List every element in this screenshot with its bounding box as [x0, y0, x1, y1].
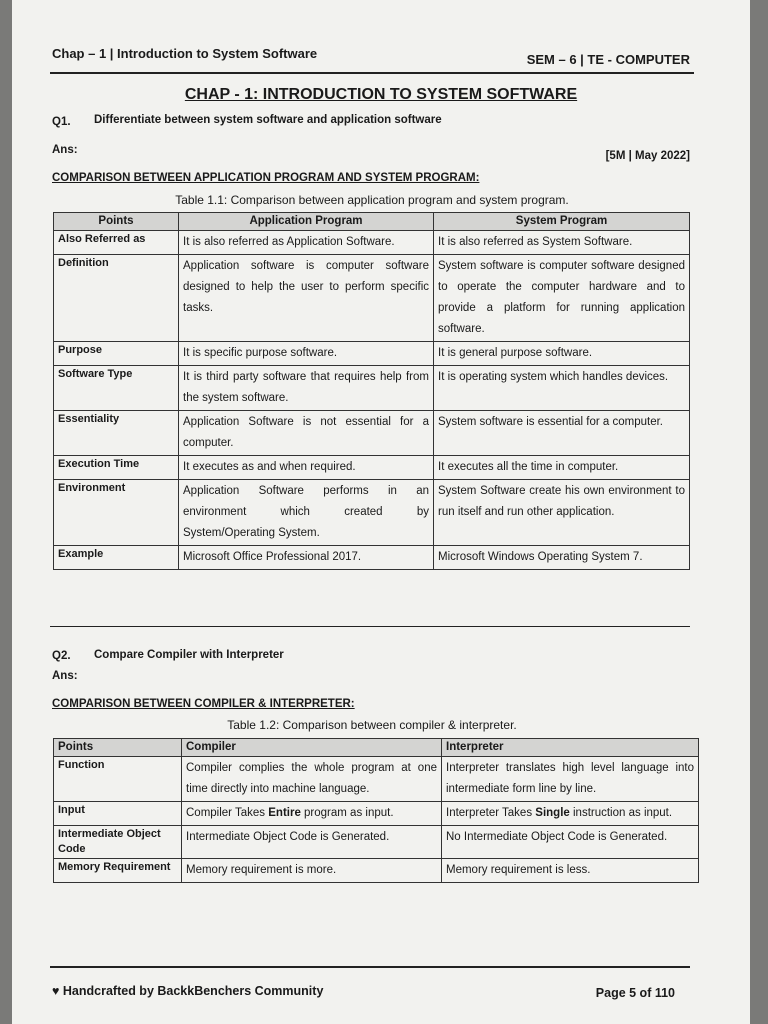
interpreter-input-post: instruction as input.	[569, 807, 673, 819]
row-point: Environment	[54, 480, 179, 546]
row-compiler	[182, 802, 442, 826]
row-system: System software is computer software designed to operate the computer hardware and to provide a platform for running application software.	[434, 255, 690, 342]
header-chapter: Chap – 1 | Introduction to System Software	[52, 46, 318, 61]
row-point: Example	[54, 546, 179, 570]
table-row	[54, 255, 690, 342]
table2-header-row	[54, 739, 699, 757]
row-application: Application Software performs in an environment which created by System/Operating System.	[179, 480, 434, 546]
table-compiler-vs-interpreter	[53, 738, 699, 883]
row-system: It is operating system which handles devices.	[434, 366, 690, 411]
row-point: Execution Time	[54, 456, 179, 480]
row-interpreter: No Intermediate Object Code is Generated.	[442, 826, 699, 859]
header-semester: SEM – 6 | TE - COMPUTER	[526, 52, 690, 67]
table2-header-points: Points	[54, 739, 182, 757]
row-compiler: Memory requirement is more.	[182, 859, 442, 883]
row-application: It is third party software that requires help from the system software.	[179, 366, 434, 411]
footer-credit	[52, 984, 323, 998]
table-row	[54, 826, 699, 859]
row-application: Microsoft Office Professional 2017.	[179, 546, 434, 570]
row-system: It is also referred as System Software.	[434, 231, 690, 255]
table-app-vs-system	[53, 212, 690, 570]
document-page	[12, 0, 750, 1024]
heart-icon: ♥	[52, 984, 60, 998]
row-system: System software is essential for a computer.	[434, 411, 690, 456]
q2-number: Q2.	[52, 650, 71, 662]
table-row	[54, 859, 699, 883]
interpreter-input-pre: Interpreter Takes	[446, 807, 536, 819]
table2-header-interpreter: Interpreter	[442, 739, 699, 757]
row-point: Memory Requirement	[54, 859, 182, 883]
row-point: Essentiality	[54, 411, 179, 456]
header-divider	[50, 72, 694, 74]
row-application: It is specific purpose software.	[179, 342, 434, 366]
row-point: Also Referred as	[54, 231, 179, 255]
row-system: It executes all the time in computer.	[434, 456, 690, 480]
table2-caption: Table 1.2: Comparison between compiler & interpreter.	[227, 718, 517, 732]
row-interpreter	[442, 802, 699, 826]
interpreter-input-bold: Single	[535, 807, 570, 819]
section-divider	[50, 626, 690, 627]
table-row	[54, 366, 690, 411]
q1-number: Q1.	[52, 116, 71, 128]
table1-header-application: Application Program	[179, 213, 434, 231]
table-row	[54, 757, 699, 802]
table-row	[54, 456, 690, 480]
footer-credit-text: Handcrafted by BackkBenchers Community	[62, 984, 324, 998]
compiler-input-bold: Entire	[268, 807, 301, 819]
row-system: It is general purpose software.	[434, 342, 690, 366]
compiler-input-pre: Compiler Takes	[186, 807, 269, 819]
footer-divider	[50, 966, 690, 968]
row-compiler: Intermediate Object Code is Generated.	[182, 826, 442, 859]
row-system: System Software create his own environment to run itself and run other application.	[434, 480, 690, 546]
q1-section-title: COMPARISON BETWEEN APPLICATION PROGRAM AND SYSTEM PROGRAM:	[52, 172, 480, 184]
table-row	[54, 231, 690, 255]
row-compiler: Compiler complies the whole program at one time directly into machine language.	[182, 757, 442, 802]
table-row	[54, 411, 690, 456]
compiler-input-post: program as input.	[300, 807, 394, 819]
q2-question: Compare Compiler with Interpreter	[94, 649, 284, 661]
table1-header-row	[54, 213, 690, 231]
row-point: Input	[54, 802, 182, 826]
table-row	[54, 342, 690, 366]
page-number: Page 5 of 110	[595, 986, 675, 1000]
row-application: Application Software is not essential for a computer.	[179, 411, 434, 456]
table-row	[54, 802, 699, 826]
row-application: Application software is computer software designed to help the user to perform specific tasks.	[179, 255, 434, 342]
table-row	[54, 546, 690, 570]
q2-ans-label: Ans:	[52, 670, 78, 682]
row-point: Function	[54, 757, 182, 802]
row-point: Software Type	[54, 366, 179, 411]
page-title: CHAP - 1: INTRODUCTION TO SYSTEM SOFTWARE	[184, 86, 578, 103]
table1-caption: Table 1.1: Comparison between application program and system program.	[175, 193, 569, 207]
q1-question: Differentiate between system software and application software	[94, 114, 442, 126]
table1-header-system: System Program	[434, 213, 690, 231]
q2-section-title: COMPARISON BETWEEN COMPILER & INTERPRETER:	[52, 698, 355, 710]
row-application: It is also referred as Application Software.	[179, 231, 434, 255]
table1-header-points: Points	[54, 213, 179, 231]
row-point: Definition	[54, 255, 179, 342]
row-interpreter: Interpreter translates high level language into intermediate form line by line.	[442, 757, 699, 802]
row-application: It executes as and when required.	[179, 456, 434, 480]
row-interpreter: Memory requirement is less.	[442, 859, 699, 883]
table-row	[54, 480, 690, 546]
row-point: Intermediate Object Code	[54, 826, 182, 859]
table2-header-compiler: Compiler	[182, 739, 442, 757]
q1-marks: [5M | May 2022]	[605, 150, 690, 162]
q1-ans-label: Ans:	[52, 144, 78, 156]
row-system: Microsoft Windows Operating System 7.	[434, 546, 690, 570]
row-point: Purpose	[54, 342, 179, 366]
